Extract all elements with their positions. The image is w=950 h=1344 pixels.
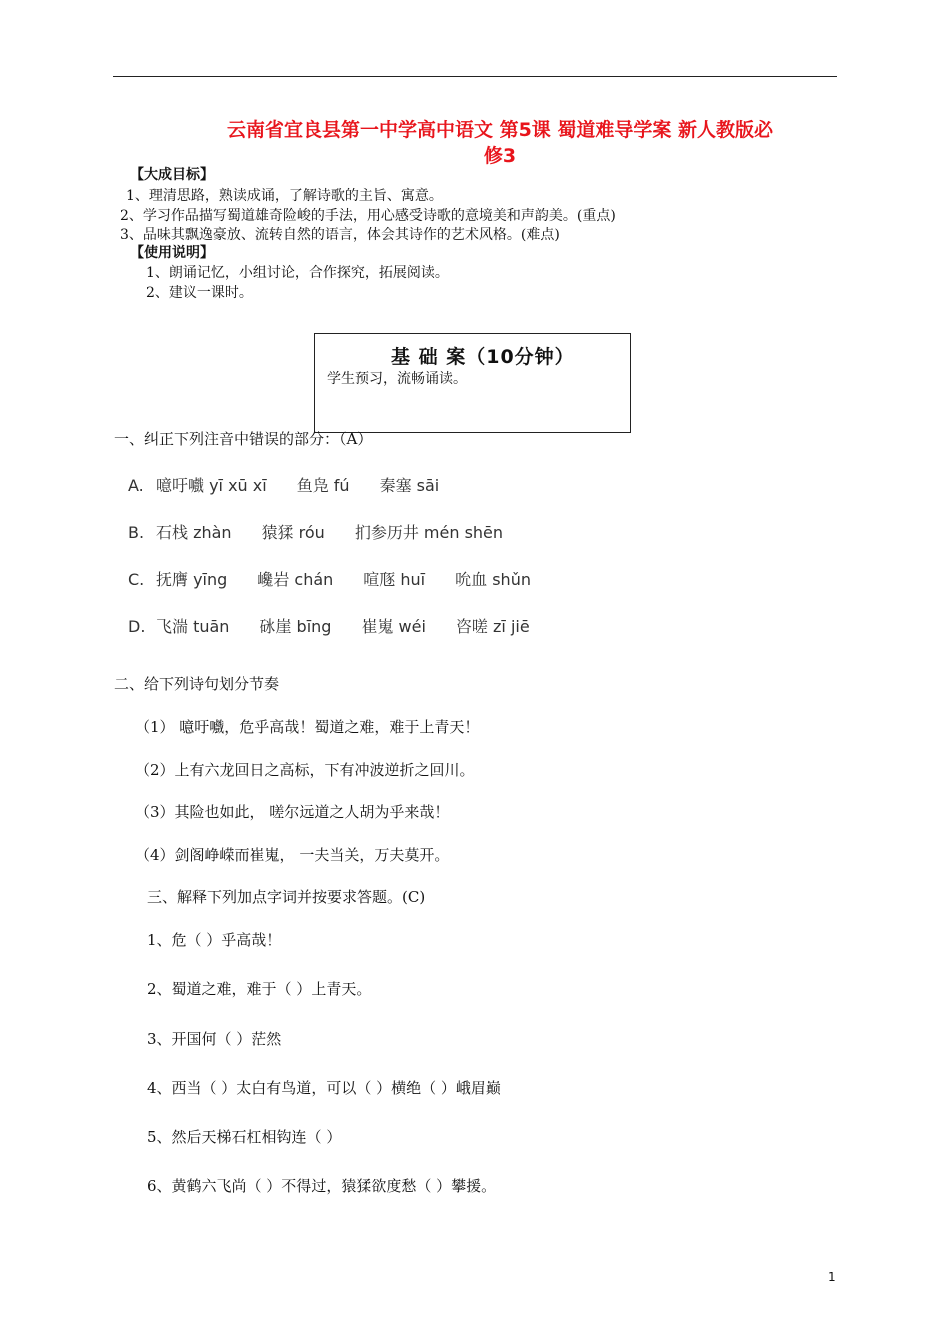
option-item: 鱼凫 fú [296,476,350,495]
base-box-title: 基 础 案（10分钟） [391,346,575,368]
option-item: 巉岩 chán [257,570,334,589]
section1-question: 一、纠正下列注音中错误的部分：（A） [114,430,373,448]
goal-item-1: 1、理清思路，熟读成诵，了解诗歌的主旨、寓意。 [126,188,443,204]
option-item: 砯崖 bīng [259,617,332,636]
top-divider [113,76,837,77]
option-label: B. [128,523,145,542]
rhythm-line-1: （1） 噫吁嚱，危乎高哉！蜀道之难，难于上青天！ [135,718,480,736]
explain-line-2: 2、蜀道之难，难于（ ）上青天。 [147,980,372,998]
option-label: C. [128,570,145,589]
goal-item-2: 2、学习作品描写蜀道雄奇险峻的手法，用心感受诗歌的意境美和声韵美。(重点) [120,208,616,224]
option-item: 扪参历井 mén shēn [354,523,504,542]
usage-item-1: 1、朗诵记忆，小组讨论，合作探究，拓展阅读。 [146,265,449,281]
option-item: 吮血 shǔn [455,570,531,589]
option-row-c [128,567,561,590]
base-section-box [314,333,631,433]
goal-item-3: 3、品味其飘逸豪放、流转自然的语言，体会其诗作的艺术风格。(难点) [120,227,560,243]
option-item: 秦塞 sāi [379,476,440,495]
rhythm-line-4: （4）剑阁峥嵘而崔嵬， 一夫当关，万夫莫开。 [135,846,450,864]
option-item: 喧豗 huī [363,570,426,589]
explain-line-3: 3、开国何（ ）茫然 [147,1030,282,1048]
explain-line-6: 6、黄鹤六飞尚（ ）不得过，猿猱欲度愁（ ）攀援。 [147,1177,497,1195]
usage-heading: 【使用说明】 [130,245,214,261]
option-row-b [128,520,533,543]
usage-item-2: 2、建议一课时。 [146,285,253,301]
explain-line-5: 5、然后天梯石杠相钩连（ ） [147,1128,342,1146]
option-label: A. [128,476,144,495]
rhythm-line-3: （3）其险也如此， 嗟尔远道之人胡为乎来哉！ [135,803,450,821]
option-item: 噫吁嚱 yī xū xī [156,476,267,495]
document-title-line1: 云南省宜良县第一中学高中语文 第5课 蜀道难导学案 新人教版必 [226,119,774,141]
option-item: 崔嵬 wéi [361,617,426,636]
section3-question: 三、解释下列加点字词并按要求答题。(C) [147,888,426,906]
document-title-line2: 修3 [483,145,517,167]
option-row-a [128,473,469,496]
option-label: D. [128,617,146,636]
goals-heading: 【大成目标】 [130,167,214,183]
explain-line-1: 1、危（ ）乎高哉！ [147,931,282,949]
rhythm-line-2: （2）上有六龙回日之高标，下有冲波逆折之回川。 [135,761,475,779]
option-item: 猿猱 róu [261,523,325,542]
option-item: 抚膺 yīng [156,570,228,589]
option-item: 飞湍 tuān [156,617,230,636]
explain-line-4: 4、西当（ ）太白有鸟道，可以（ ）横绝（ ）峨眉巅 [147,1079,501,1097]
base-box-subtitle: 学生预习，流畅诵读。 [327,371,467,387]
option-row-d [128,614,560,637]
option-item: 咨嗟 zī jiē [455,617,530,636]
page-number: 1 [828,1270,836,1284]
option-item: 石栈 zhàn [156,523,232,542]
section2-question: 二、给下列诗句划分节奏 [114,675,280,693]
